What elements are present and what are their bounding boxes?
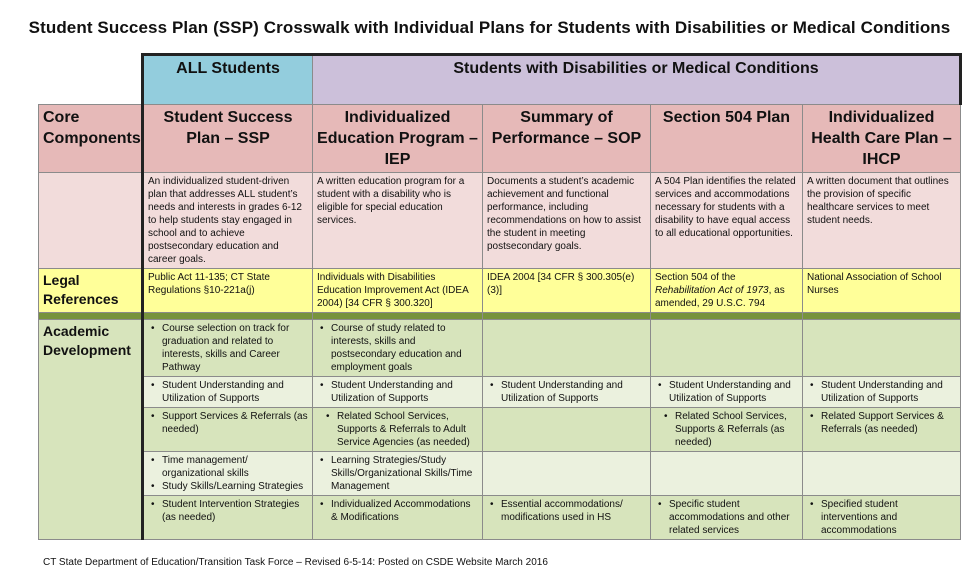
academic-cell-sop	[483, 377, 651, 408]
header-504: Section 504 Plan	[651, 105, 803, 173]
academic-cell-ssp	[143, 408, 313, 452]
bullet-item: • Student Intervention Strategies (as needed)	[148, 498, 308, 524]
bullet-item: • Support Services & Referrals (as needed)	[148, 410, 308, 436]
bullet-item: • Specified student interventions and accommodations	[807, 498, 956, 537]
bullet-item: • Student Understanding and Utilization of Supports	[807, 379, 956, 405]
academic-cell-iep	[313, 377, 483, 408]
academic-cell-504	[651, 496, 803, 540]
legal-504-act: Rehabilitation Act of 1973	[655, 285, 769, 296]
academic-cell-iep	[313, 496, 483, 540]
bullet-item: • Student Understanding and Utilization of Supports	[317, 379, 478, 405]
bullet-item: • Student Understanding and Utilization of Supports	[487, 379, 646, 405]
bullet-item: • Student Understanding and Utilization of Supports	[655, 379, 798, 405]
header-sop: Summary of Performance – SOP	[483, 105, 651, 173]
academic-cell-ihcp	[803, 320, 961, 377]
page-title: Student Success Plan (SSP) Crosswalk with Individual Plans for Students with Disabilities or Medical Conditions	[28, 18, 951, 37]
section-divider	[39, 313, 961, 320]
bullet-item: • Course of study related to interests, skills and postsecondary education and employment goals	[317, 322, 478, 374]
academic-cell-504	[651, 452, 803, 496]
description-sop: Documents a student’s academic achievement and functional performance, including recommendations on how to assist the student in meeting postsecondary goals.	[483, 173, 651, 269]
description-ihcp: A written document that outlines the provision of specific healthcare services to meet student needs.	[803, 173, 961, 269]
bullet-item: • Related School Services, Supports & Referrals (as needed)	[661, 410, 798, 449]
group-header-all-students: ALL Students	[143, 55, 313, 105]
legal-sop: IDEA 2004 [34 CFR § 300.305(e)(3)]	[483, 269, 651, 313]
description-label	[39, 173, 143, 269]
academic-cell-sop	[483, 320, 651, 377]
bullet-item: • Essential accommodations/ modifications used in HS	[487, 498, 646, 524]
academic-cell-ssp	[143, 496, 313, 540]
academic-cell-ssp	[143, 452, 313, 496]
group-header-disabilities: Students with Disabilities or Medical Conditions	[313, 55, 961, 105]
academic-row	[39, 408, 961, 452]
legal-ssp: Public Act 11-135; CT State Regulations §10-221a(j)	[143, 269, 313, 313]
legal-504-pre: Section 504 of the	[655, 272, 736, 283]
bullet-item: • Learning Strategies/Study Skills/Organizational Skills/Time Management	[317, 454, 478, 493]
academic-cell-ssp	[143, 377, 313, 408]
academic-row	[39, 320, 961, 377]
academic-cell-sop	[483, 496, 651, 540]
legal-504	[651, 269, 803, 313]
academic-cell-504	[651, 408, 803, 452]
bullet-item: • Related School Services, Supports & Referrals to Adult Service Agencies (as needed)	[323, 410, 478, 449]
academic-cell-ihcp	[803, 496, 961, 540]
description-ssp: An individualized student-driven plan that addresses ALL student’s needs and interests in grades 6-12 to help students stay engaged in school and to achieve postsecondary education and career goals.	[143, 173, 313, 269]
legal-references-label: Legal References	[39, 269, 143, 313]
academic-cell-sop	[483, 452, 651, 496]
description-504: A 504 Plan identifies the related services and accommodations necessary for students with a disability to have equal access to all educational opportunities.	[651, 173, 803, 269]
description-iep: A written education program for a student with a disability who is eligible for special education services.	[313, 173, 483, 269]
academic-row	[39, 377, 961, 408]
academic-row	[39, 452, 961, 496]
academic-cell-504	[651, 377, 803, 408]
bullet-item: • Student Understanding and Utilization of Supports	[148, 379, 308, 405]
legal-iep: Individuals with Disabilities Education Improvement Act (IDEA 2004) [34 CFR § 300.320]	[313, 269, 483, 313]
legal-504-post: , as amended, 29 U.S.C. 794	[655, 285, 785, 309]
academic-row	[39, 496, 961, 540]
academic-cell-504	[651, 320, 803, 377]
bullet-item: • Specific student accommodations and other related services	[655, 498, 798, 537]
header-core-components: Core Components	[39, 105, 143, 173]
academic-cell-iep	[313, 452, 483, 496]
academic-cell-iep	[313, 320, 483, 377]
academic-cell-ihcp	[803, 377, 961, 408]
academic-cell-ihcp	[803, 408, 961, 452]
legal-ihcp: National Association of School Nurses	[803, 269, 961, 313]
header-iep: Individualized Education Program – IEP	[313, 105, 483, 173]
academic-cell-sop	[483, 408, 651, 452]
crosswalk-table	[38, 53, 962, 540]
bullet-item: • Related Support Services & Referrals (as needed)	[807, 410, 956, 436]
blank-corner	[39, 55, 143, 105]
academic-development-label: Academic Development	[39, 320, 143, 540]
footer-note: CT State Department of Education/Transition Task Force – Revised 6-5-14: Posted on CSDE Website March 2016	[43, 557, 548, 568]
bullet-item: • Course selection on track for graduation and related to interests, skills and Career Pathway	[148, 322, 308, 374]
academic-cell-ihcp	[803, 452, 961, 496]
academic-cell-iep	[313, 408, 483, 452]
header-ihcp: Individualized Health Care Plan – IHCP	[803, 105, 961, 173]
header-ssp: Student Success Plan – SSP	[143, 105, 313, 173]
academic-cell-ssp	[143, 320, 313, 377]
bullet-item: • Time management/ organizational skills	[148, 454, 308, 480]
bullet-item: • Individualized Accommodations & Modifications	[317, 498, 478, 524]
bullet-item: • Study Skills/Learning Strategies	[148, 480, 308, 493]
